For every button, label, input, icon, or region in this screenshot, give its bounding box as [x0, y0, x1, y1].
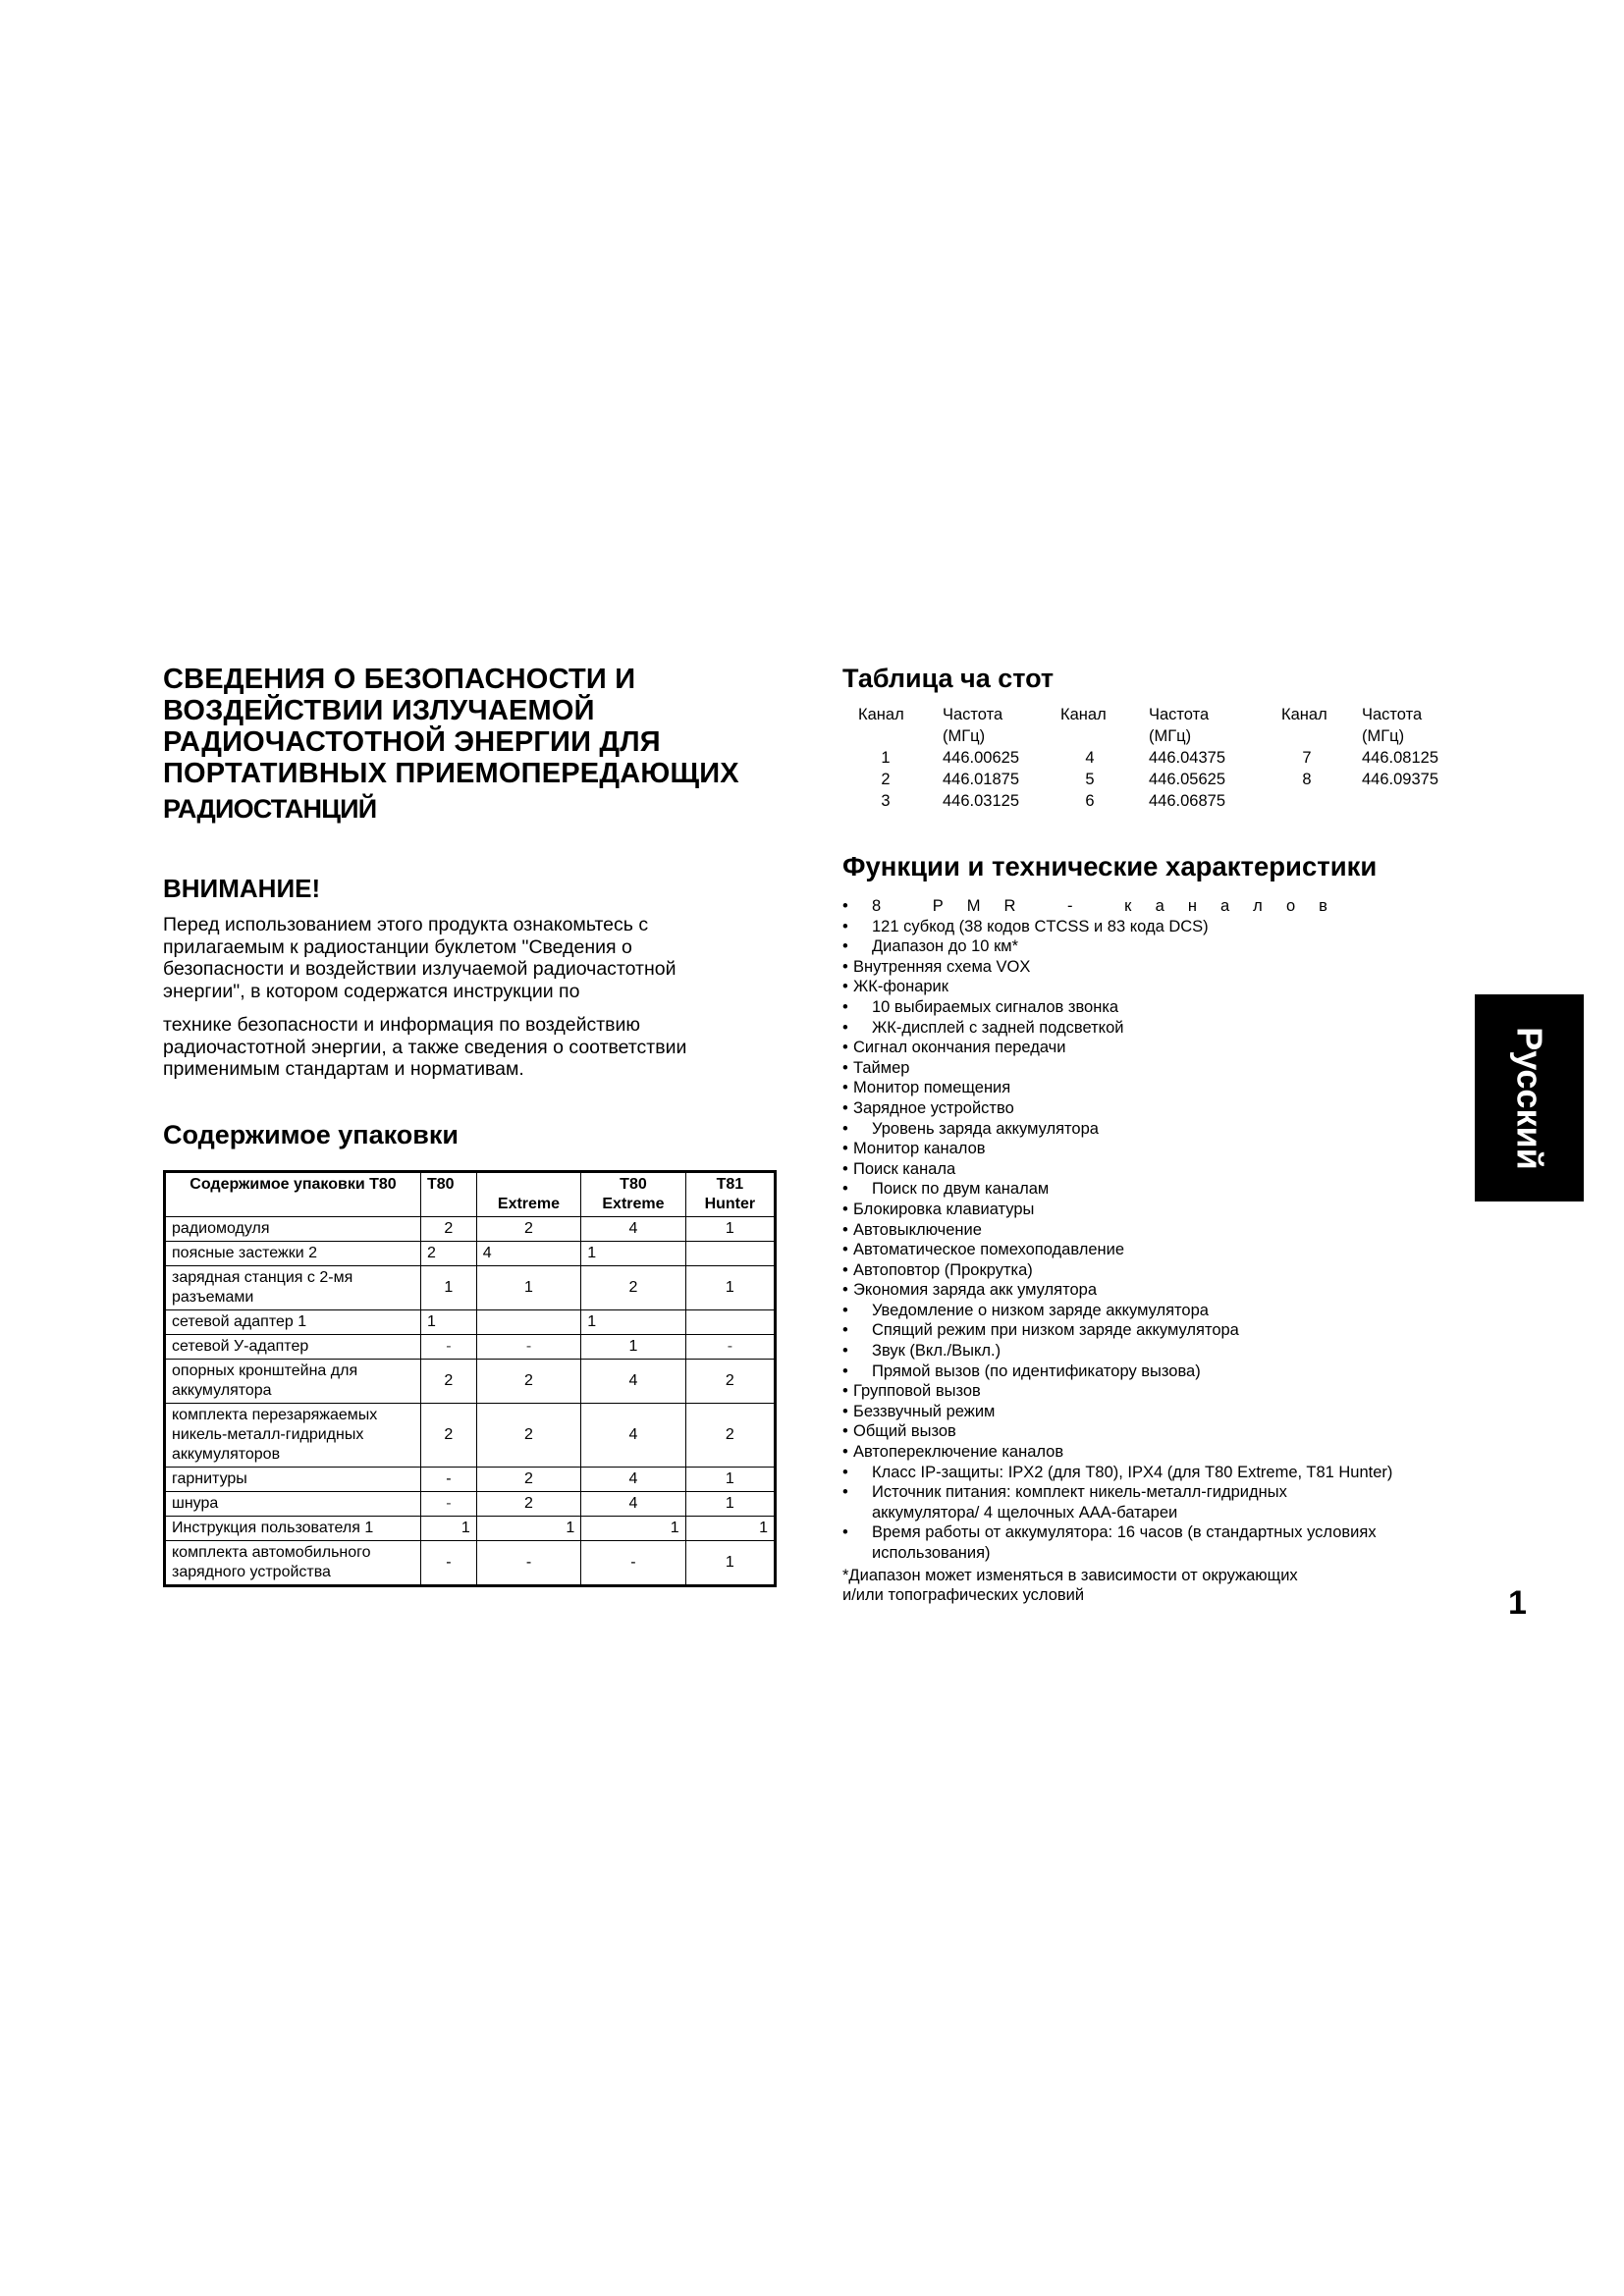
freq-value: 446.04375 — [1149, 749, 1225, 767]
feature-text: Поиск канала — [853, 1159, 956, 1178]
feature-text: Поиск по двум каналам — [872, 1180, 1050, 1199]
cell: 2 — [421, 1216, 477, 1241]
header-t80-extreme-a: T80 — [620, 1175, 647, 1193]
bullet-icon: • — [842, 1180, 848, 1199]
feature-text: ЖК-фонарик — [853, 978, 948, 996]
freq-header-unit: (МГц) — [1362, 727, 1405, 745]
table-row — [166, 1334, 775, 1359]
header-t81-a: T81 — [716, 1175, 744, 1193]
bullet-icon: • — [842, 1241, 848, 1259]
freq-channel: 3 — [881, 792, 891, 810]
cell: 1 — [421, 1265, 477, 1309]
header-extreme: Extreme — [497, 1195, 561, 1212]
feature-text: Класс IP-защиты: IPX2 (для T80), IPX4 (для T80 Extreme, T81 Hunter) — [872, 1463, 1393, 1481]
row-label: сетевой адаптер 1 — [166, 1309, 421, 1334]
cell: 1 — [476, 1265, 580, 1309]
list-item — [842, 1240, 1490, 1260]
bullet-icon: • — [842, 1483, 848, 1502]
table-row — [166, 1241, 775, 1265]
list-item — [842, 936, 1490, 957]
bullet-icon: • — [842, 1402, 848, 1420]
list-item — [842, 1260, 1490, 1281]
list-item — [842, 957, 1490, 978]
feature-text: Время работы от аккумулятора: 16 часов (в стандартных условиях — [872, 1523, 1377, 1542]
bullet-icon: • — [842, 1301, 848, 1319]
feature-text: Источник питания: комплект никель-металл-гидридных — [872, 1483, 1287, 1502]
bullet-icon: • — [842, 957, 848, 976]
right-column — [842, 664, 1490, 1605]
bullet-icon: • — [842, 1079, 848, 1097]
freq-channel: 6 — [1085, 792, 1095, 810]
list-item — [842, 1543, 1490, 1564]
bullet-icon: • — [842, 1422, 848, 1441]
list-item — [842, 1482, 1490, 1503]
feature-text: Таймер — [853, 1058, 910, 1077]
freq-header-channel: Канал — [1281, 706, 1327, 723]
feature-text: Внутренняя схема VOX — [853, 957, 1031, 976]
cell: 2 — [685, 1359, 774, 1403]
freq-value: 446.09375 — [1362, 771, 1438, 788]
list-item — [842, 917, 1490, 937]
list-item — [842, 977, 1490, 997]
bullet-icon: • — [842, 1098, 848, 1117]
feature-text: Прямой вызов (по идентификатору вызова) — [872, 1362, 1201, 1380]
range-footnote — [842, 1566, 1490, 1605]
cell: 2 — [476, 1359, 580, 1403]
cell: - — [421, 1334, 477, 1359]
freq-header-unit: (МГц) — [1149, 727, 1192, 745]
bullet-icon: • — [842, 997, 848, 1016]
cell: 4 — [581, 1403, 685, 1467]
cell: 1 — [476, 1516, 580, 1540]
feature-text: Диапазон до 10 км* — [872, 937, 1019, 956]
row-label: сетевой У-адаптер — [166, 1334, 421, 1359]
table-row — [166, 1467, 775, 1491]
bullet-icon: • — [842, 937, 848, 956]
bullet-icon: • — [842, 1321, 848, 1340]
text-line: радиочастотной энергии, а также сведения о соответствии — [163, 1036, 687, 1058]
freq-value: 446.01875 — [943, 771, 1019, 788]
left-column — [163, 664, 791, 1592]
feature-text: 8 PMR - каналов — [872, 897, 1351, 915]
bullet-icon: • — [842, 1281, 848, 1300]
feature-text: Автовыключение — [853, 1220, 982, 1239]
safety-title-line: РАДИОСТАНЦИЙ — [163, 794, 377, 824]
features-list — [842, 896, 1490, 1564]
row-label: комплекта перезаряжаемых никель-металл-гидридных аккумуляторов — [166, 1403, 421, 1467]
bullet-icon: • — [842, 1443, 848, 1462]
header-t80-extreme-b: Extreme — [602, 1195, 665, 1212]
table-row — [166, 1491, 775, 1516]
cell: 1 — [581, 1309, 685, 1334]
frequency-table — [858, 704, 1490, 812]
freq-header-frequency: Частота — [943, 706, 1003, 723]
list-item — [842, 1280, 1490, 1301]
feature-text: Монитор каналов — [853, 1140, 986, 1158]
cell: 1 — [581, 1241, 685, 1265]
attention-paragraph-2 — [163, 1014, 791, 1081]
freq-channel: 8 — [1302, 771, 1312, 788]
cell: 1 — [685, 1540, 774, 1584]
freq-channel: 2 — [881, 771, 891, 788]
freq-channel: 7 — [1302, 749, 1312, 767]
list-item — [842, 1139, 1490, 1159]
list-item — [842, 1220, 1490, 1241]
bullet-icon: • — [842, 897, 848, 915]
freq-value: 446.06875 — [1149, 792, 1225, 810]
feature-text: Общий вызов — [853, 1422, 956, 1441]
feature-text: Автопереключение каналов — [853, 1443, 1064, 1462]
row-label: зарядная станция с 2-мя разъемами — [166, 1265, 421, 1309]
text-line: применимым стандартам и нормативам. — [163, 1058, 524, 1080]
list-item — [842, 1058, 1490, 1079]
bullet-icon: • — [842, 1058, 848, 1077]
safety-title-line: ВОЗДЕЙСТВИИ ИЗЛУЧАЕМОЙ — [163, 695, 595, 726]
bullet-icon: • — [842, 1159, 848, 1178]
list-item — [842, 1098, 1490, 1119]
cell: 2 — [476, 1216, 580, 1241]
cell: 4 — [581, 1467, 685, 1491]
cell: 2 — [421, 1403, 477, 1467]
bullet-icon: • — [842, 1018, 848, 1037]
header-t80-second: T80 — [427, 1175, 455, 1193]
features-title: Функции и технические характеристики — [842, 851, 1378, 881]
list-item — [842, 1200, 1490, 1220]
contents-table-frame — [163, 1170, 777, 1587]
freq-header-blank — [1060, 725, 1149, 747]
cell — [685, 1241, 774, 1265]
freq-header-blank — [1281, 725, 1362, 747]
cell: 2 — [421, 1359, 477, 1403]
row-label: опорных кронштейна для аккумулятора — [166, 1359, 421, 1403]
cell: - — [685, 1334, 774, 1359]
list-item — [842, 1119, 1490, 1140]
list-item — [842, 1503, 1490, 1523]
attention-title: ВНИМАНИЕ! — [163, 874, 321, 903]
feature-text: Групповой вызов — [853, 1382, 981, 1401]
freq-channel: 4 — [1085, 749, 1095, 767]
cell: 4 — [581, 1359, 685, 1403]
cell: 1 — [421, 1516, 477, 1540]
bullet-icon: • — [842, 978, 848, 996]
freq-value: 446.05625 — [1149, 771, 1225, 788]
feature-text: Звук (Вкл./Выкл.) — [872, 1342, 1001, 1361]
language-tab-label: Русский — [1509, 1026, 1550, 1170]
list-item — [842, 1341, 1490, 1362]
safety-title-line: ПОРТАТИВНЫХ ПРИЕМОПЕРЕДАЮЩИХ — [163, 758, 739, 789]
table-row — [166, 1516, 775, 1540]
feature-text: аккумулятора/ 4 щелочных AAA-батареи — [872, 1503, 1178, 1522]
list-item — [842, 1038, 1490, 1058]
bullet-icon: • — [842, 1463, 848, 1481]
bullet-icon: • — [842, 1523, 848, 1542]
bullet-icon: • — [842, 1260, 848, 1279]
freq-channel: 1 — [881, 749, 891, 767]
text-line: технике безопасности и информация по воздействию — [163, 1014, 641, 1036]
list-item — [842, 997, 1490, 1018]
text-line: прилагаемым к радиостанции буклетом "Сведения о — [163, 935, 632, 958]
feature-text: Автоматическое помехоподавление — [853, 1241, 1125, 1259]
feature-text: Беззвучный режим — [853, 1402, 996, 1420]
list-item — [842, 1381, 1490, 1402]
bullet-icon: • — [842, 1119, 848, 1138]
list-item — [842, 1159, 1490, 1180]
text-line: безопасности и воздействии излучаемой радиочастотной — [163, 958, 677, 980]
list-item — [842, 1421, 1490, 1442]
bullet-icon: • — [842, 1140, 848, 1158]
cell: 1 — [685, 1265, 774, 1309]
feature-text: Сигнал окончания передачи — [853, 1039, 1066, 1057]
row-label: комплекта автомобильного зарядного устройства — [166, 1540, 421, 1584]
row-label: шнура — [166, 1491, 421, 1516]
row-label: поясные застежки 2 — [166, 1241, 421, 1265]
cell: 4 — [476, 1241, 580, 1265]
language-tab — [1475, 994, 1584, 1201]
table-row — [166, 1540, 775, 1584]
cell — [685, 1309, 774, 1334]
table-row — [166, 1403, 775, 1467]
cell: 2 — [581, 1265, 685, 1309]
footnote-line: и/или топографических условий — [842, 1585, 1085, 1604]
list-item — [842, 1442, 1490, 1463]
page-number: 1 — [1508, 1584, 1527, 1622]
header-col1 — [421, 1172, 477, 1216]
cell: - — [581, 1540, 685, 1584]
cell: 1 — [685, 1516, 774, 1540]
feature-text: Зарядное устройство — [853, 1098, 1014, 1117]
cell: 2 — [476, 1491, 580, 1516]
contents-title: Содержимое упаковки — [163, 1119, 459, 1149]
row-label: гарнитуры — [166, 1467, 421, 1491]
list-item — [842, 1301, 1490, 1321]
cell: - — [421, 1540, 477, 1584]
list-item — [842, 1179, 1490, 1200]
freq-header-frequency: Частота — [1362, 706, 1423, 723]
cell: 2 — [421, 1241, 477, 1265]
list-item — [842, 1362, 1490, 1382]
list-item — [842, 1018, 1490, 1039]
cell: 2 — [476, 1403, 580, 1467]
safety-title — [163, 664, 791, 825]
feature-text: Экономия заряда акк умулятора — [853, 1281, 1098, 1300]
bullet-icon: • — [842, 1200, 848, 1218]
freq-channel: 5 — [1085, 771, 1095, 788]
cell: - — [476, 1334, 580, 1359]
bullet-icon: • — [842, 1382, 848, 1401]
table-row — [166, 1309, 775, 1334]
bullet-icon: • — [842, 1039, 848, 1057]
list-item — [842, 1320, 1490, 1341]
attention-paragraph-1 — [163, 914, 791, 1002]
header-col2 — [476, 1172, 580, 1216]
cell: 4 — [581, 1216, 685, 1241]
table-row — [166, 1216, 775, 1241]
cell: 2 — [685, 1403, 774, 1467]
freq-value: 446.08125 — [1362, 749, 1438, 767]
feature-text: Уровень заряда аккумулятора — [872, 1119, 1099, 1138]
cell: - — [476, 1540, 580, 1584]
cell: 1 — [581, 1334, 685, 1359]
contents-table — [165, 1172, 775, 1585]
cell: - — [421, 1491, 477, 1516]
feature-text: Монитор помещения — [853, 1079, 1011, 1097]
safety-title-line: РАДИОЧАСТОТНОЙ ЭНЕРГИИ ДЛЯ — [163, 726, 661, 758]
table-row — [166, 1265, 775, 1309]
freq-header-blank — [858, 725, 943, 747]
feature-text: 10 выбираемых сигналов звонка — [872, 997, 1119, 1016]
text-line: Перед использованием этого продукта ознакомьтесь с — [163, 914, 649, 935]
cell — [476, 1309, 580, 1334]
list-item — [842, 896, 1490, 917]
feature-text: 121 субкод (38 кодов CTCSS и 83 кода DCS) — [872, 917, 1209, 935]
frequency-table-title: Таблица ча стот — [842, 664, 1055, 693]
header-col4 — [685, 1172, 774, 1216]
freq-value: 446.00625 — [943, 749, 1019, 767]
header-col3 — [581, 1172, 685, 1216]
text-line: энергии", в котором содержатся инструкции по — [163, 980, 580, 1002]
freq-header-channel: Канал — [858, 706, 904, 723]
header-item-label: Содержимое упаковки — [189, 1175, 365, 1193]
feature-text: Блокировка клавиатуры — [853, 1200, 1035, 1218]
feature-text: ЖК-дисплей с задней подсветкой — [872, 1018, 1124, 1037]
row-label: Инструкция пользователя 1 — [166, 1516, 421, 1540]
bullet-icon: • — [842, 1362, 848, 1380]
cell: 1 — [421, 1309, 477, 1334]
freq-header-channel: Канал — [1060, 706, 1107, 723]
freq-value: 446.03125 — [943, 792, 1019, 810]
bullet-spacer — [842, 1543, 872, 1564]
cell: 1 — [581, 1516, 685, 1540]
bullet-icon: • — [842, 917, 848, 935]
freq-blank — [1362, 790, 1480, 812]
feature-text: Автоповтор (Прокрутка) — [853, 1260, 1033, 1279]
bullet-icon: • — [842, 1342, 848, 1361]
feature-text: Спящий режим при низком заряде аккумулятора — [872, 1321, 1239, 1340]
bullet-icon: • — [842, 1220, 848, 1239]
list-item — [842, 1078, 1490, 1098]
freq-blank — [1281, 790, 1362, 812]
cell: 4 — [581, 1491, 685, 1516]
cell: 2 — [476, 1467, 580, 1491]
cell: 1 — [685, 1467, 774, 1491]
freq-header-unit: (МГц) — [943, 727, 986, 745]
bullet-spacer — [842, 1503, 872, 1523]
cell: 1 — [685, 1491, 774, 1516]
safety-title-line: СВЕДЕНИЯ О БЕЗОПАСНОСТИ И — [163, 664, 636, 695]
header-t81-b: Hunter — [704, 1195, 756, 1212]
cell: 1 — [685, 1216, 774, 1241]
list-item — [842, 1402, 1490, 1422]
table-header-row — [166, 1172, 775, 1216]
list-item — [842, 1522, 1490, 1543]
feature-text: Уведомление о низком заряде аккумулятора — [872, 1301, 1209, 1319]
row-label: радиомодуля — [166, 1216, 421, 1241]
footnote-line: *Диапазон может изменяться в зависимости от окружающих — [842, 1566, 1298, 1584]
header-item — [166, 1172, 421, 1216]
list-item — [842, 1463, 1490, 1483]
header-t80: T80 — [369, 1175, 397, 1193]
freq-header-frequency: Частота — [1149, 706, 1210, 723]
feature-text: использования) — [872, 1544, 991, 1562]
cell: - — [421, 1467, 477, 1491]
table-row — [166, 1359, 775, 1403]
